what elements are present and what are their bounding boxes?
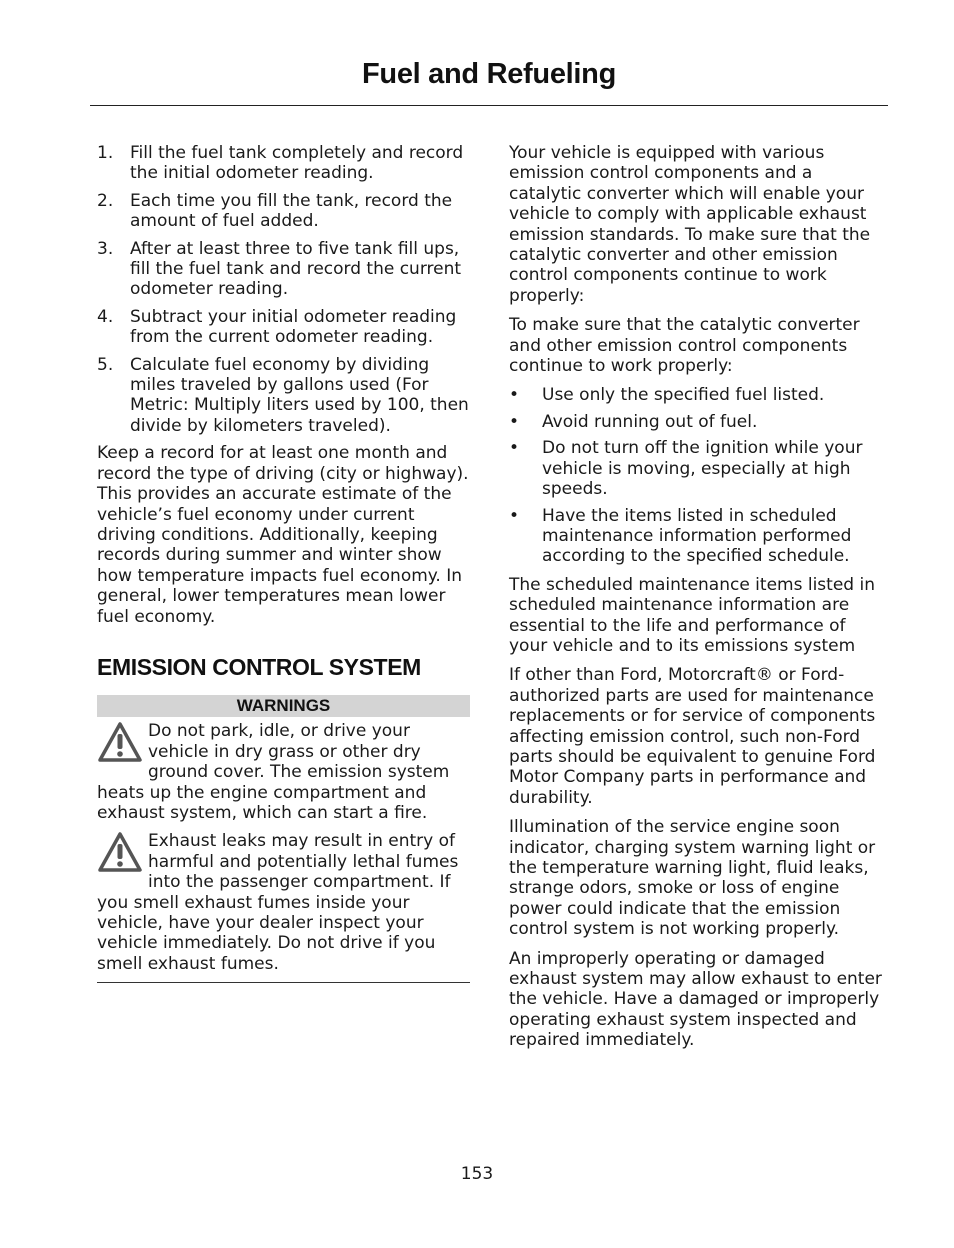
list-item — [97, 355, 470, 437]
step-text: Each time you fill the tank, record the amount of fuel added. — [130, 190, 453, 232]
section-heading: EMISSION CONTROL SYSTEM — [97, 653, 421, 680]
warning-text: Exhaust leaks may result in entry of harmful and potentially lethal fumes into the passenger compartment. If you smell exhaust fumes inside your vehicle, have your dealer inspect your vehicle immediately. Do not drive if you smell exhaust fumes. — [97, 831, 459, 974]
warnings-header: WARNINGS — [97, 695, 470, 717]
step-number: 3. — [97, 238, 114, 259]
list-item — [509, 412, 883, 432]
paragraph: To make sure that the catalytic converter and other emission control components continue to work properly: — [509, 315, 860, 377]
page-title: Fuel and Refueling — [361, 58, 616, 90]
step-number: 5. — [97, 354, 114, 375]
right-column — [509, 143, 883, 1060]
warning-triangle-icon — [97, 831, 143, 873]
bullet-text: Avoid running out of fuel. — [542, 411, 758, 432]
warning-text: Do not park, idle, or drive your vehicle in dry grass or other dry ground cover. The emission system heats up the engine compartment and exhaust system, which can start a fire. — [97, 721, 450, 823]
bullet-text: Use only the specified fuel listed. — [542, 385, 825, 406]
title-divider — [90, 105, 888, 106]
paragraph: Illumination of the service engine soon indicator, charging system warning light or the temperature warning light, fluid leaks, strange odors, smoke or loss of engine power could indicate that the emission control system is not working properly. — [509, 817, 876, 940]
warnings-divider — [97, 982, 470, 983]
bullet-icon: • — [509, 438, 520, 459]
step-number: 1. — [97, 143, 114, 163]
fuel-economy-steps — [97, 143, 470, 436]
step-number: 4. — [97, 306, 114, 327]
paragraph: If other than Ford, Motorcraft® or Ford-authorized parts are used for maintenance replacements or for service of components affecting emission control, such non-Ford parts should be equivalent to genuine Ford Motor Company parts in performance and durability. — [509, 665, 876, 808]
bullet-icon: • — [509, 411, 520, 432]
list-item — [97, 143, 470, 184]
step-text: After at least three to five tank fill ups, fill the fuel tank and record the current odometer reading. — [130, 238, 462, 300]
paragraph: Your vehicle is equipped with various emission control components and a catalytic converter which will enable your vehicle to comply with applicable exhaust emission standards. To make sure that the catalytic converter and other emission control components continue to work properly: — [509, 143, 871, 306]
bullet-icon: • — [509, 505, 520, 526]
step-text: Fill the fuel tank completely and record the initial odometer reading. — [130, 143, 464, 184]
warning-item — [97, 831, 470, 974]
left-column — [97, 143, 470, 983]
warning-item — [97, 721, 470, 823]
list-item — [509, 438, 883, 499]
emission-bullets — [509, 385, 883, 566]
bullet-icon: • — [509, 385, 520, 406]
list-item — [97, 239, 470, 300]
step-text: Calculate fuel economy by dividing miles traveled by gallons used (For Metric: Multiply liters used by 100, then divide by kilometers traveled). — [130, 354, 469, 436]
page-number: 153 — [460, 1164, 494, 1184]
list-item — [97, 191, 470, 232]
paragraph: The scheduled maintenance items listed in scheduled maintenance information are essential to the life and performance of your vehicle and to its emissions system — [509, 574, 875, 656]
warning-triangle-icon — [97, 721, 143, 763]
step-number: 2. — [97, 190, 114, 211]
step-text: Subtract your initial odometer reading from the current odometer reading. — [130, 306, 457, 348]
bullet-text: Do not turn off the ignition while your vehicle is moving, especially at high speeds. — [542, 438, 863, 500]
paragraph: An improperly operating or damaged exhaust system may allow exhaust to enter the vehicle. Have a damaged or improperly operating exhaust system inspected and repaired immediately. — [509, 948, 882, 1051]
list-item — [509, 385, 883, 405]
list-item — [97, 307, 470, 348]
bullet-text: Have the items listed in scheduled maintenance information performed according to the specified schedule. — [542, 505, 852, 567]
record-paragraph: Keep a record for at least one month and record the type of driving (city or highway). This provides an accurate estimate of the vehicle’s fuel economy under current driving conditions. Additionally, keeping records during summer and winter show how temperature impacts fuel economy. In general, lower temperatures mean lower fuel economy. — [97, 443, 469, 627]
list-item — [509, 506, 883, 567]
